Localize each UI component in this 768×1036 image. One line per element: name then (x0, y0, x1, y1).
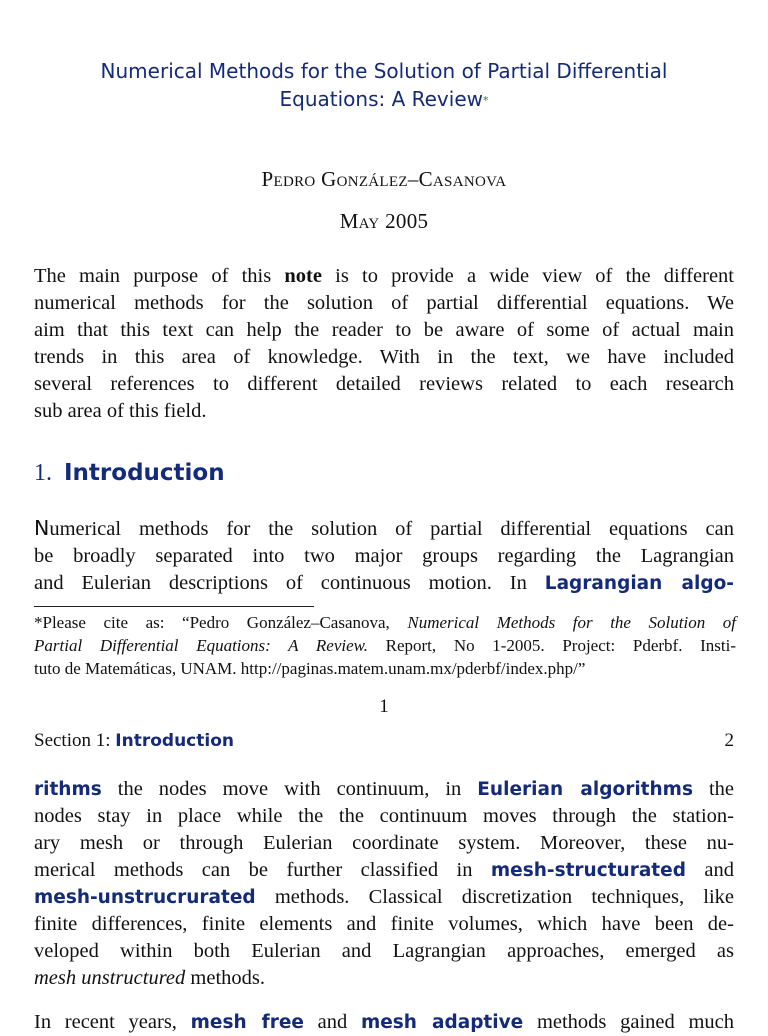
abstract-line: trends in this area of knowledge. With in the text, we have included (34, 346, 734, 368)
page2-line: rithms the nodes move with continuum, in Eulerian algorithms the (34, 778, 734, 800)
title-line-1: Numerical Methods for the Solution of Partial Differential (100, 59, 668, 83)
page2-line: nodes stay in place while the the continuum moves through the station- (34, 805, 734, 827)
page2-line: merical methods can be further classified in mesh-structurated and (34, 859, 734, 881)
page2-line: mesh-unstrucrurated methods. Classical discretization techniques, like (34, 886, 734, 908)
paper-title (60, 57, 708, 113)
footnote-rule (34, 606, 314, 607)
keyword-lagrangian: Lagrangian algo- (544, 573, 734, 594)
footnote-line-url[interactable]: tuto de Matemáticas, UNAM. http://paginas.matem.unam.mx/pderbf/index.php/” (34, 659, 586, 678)
note-bold: note (284, 265, 322, 287)
abstract-line: numerical methods for the solution of partial differential equations. We (34, 292, 734, 314)
section-title: Introduction (64, 460, 225, 486)
title-line-2-text: Equations: A Review (279, 87, 483, 111)
keyword-mesh-structurated: mesh-structurated (490, 860, 686, 881)
keyword-eulerian: Eulerian algorithms (477, 779, 693, 800)
abstract-line: several references to different detailed reviews related to each research (34, 373, 734, 395)
running-head-section: Section 1: Introduction (34, 730, 234, 751)
title-footnote-mark[interactable]: * (483, 94, 489, 107)
section-number: 1. (34, 460, 52, 486)
title-line-2 (60, 85, 708, 113)
abstract-line: The main purpose of this note is to provide a wide view of the different (34, 265, 734, 287)
footnote-line: Partial Differential Equations: A Review. Report, No 1-2005. Project: Pderbf. Insti- (34, 636, 736, 655)
section-heading-introduction (34, 458, 225, 488)
page2-paragraph-2 (34, 1009, 734, 1036)
keyword-mesh-adaptive: mesh adaptive (360, 1012, 524, 1033)
page2-line: ary mesh or through Eulerian coordinate system. Moreover, these nu- (34, 832, 734, 854)
intro-paragraph (34, 515, 734, 597)
intro-line: Numerical methods for the solution of partial differential equations can (34, 516, 734, 540)
abstract-paragraph (34, 263, 734, 425)
page2-line: In recent years, mesh free and mesh adaptive methods gained much (34, 1011, 734, 1033)
page2-line: finite differences, finite elements and finite volumes, which have been de- (34, 913, 734, 935)
running-head-page: 2 (724, 730, 734, 751)
footnote (34, 611, 736, 680)
page2-line: mesh unstructured methods. (34, 967, 265, 989)
abstract-line: sub area of this field. (34, 400, 207, 422)
keyword-rithms: rithms (34, 779, 102, 800)
running-head-section-title[interactable]: Introduction (115, 731, 234, 751)
keyword-mesh-free: mesh free (190, 1012, 304, 1033)
page2-paragraph (34, 776, 734, 992)
intro-line: and Eulerian descriptions of continuous motion. In Lagrangian algo- (34, 572, 734, 594)
footnote-line: *Please cite as: “Pedro González–Casanova, Numerical Methods for the Solution of (34, 613, 736, 632)
page2-line: veloped within both Eulerian and Lagrangian approaches, emerged as (34, 940, 734, 962)
abstract-line: aim that this text can help the reader to be aware of some of actual main (34, 319, 734, 341)
running-head (34, 728, 734, 754)
author-name: Pedro González–Casanova (261, 167, 507, 191)
drop-letter: N (34, 516, 50, 540)
page-number: 1 (379, 696, 389, 717)
keyword-mesh-unstrucrurated: mesh-unstrucrurated (34, 887, 256, 908)
publication-date: May 2005 (339, 209, 429, 233)
intro-line: be broadly separated into two major groups regarding the Lagrangian (34, 545, 734, 567)
